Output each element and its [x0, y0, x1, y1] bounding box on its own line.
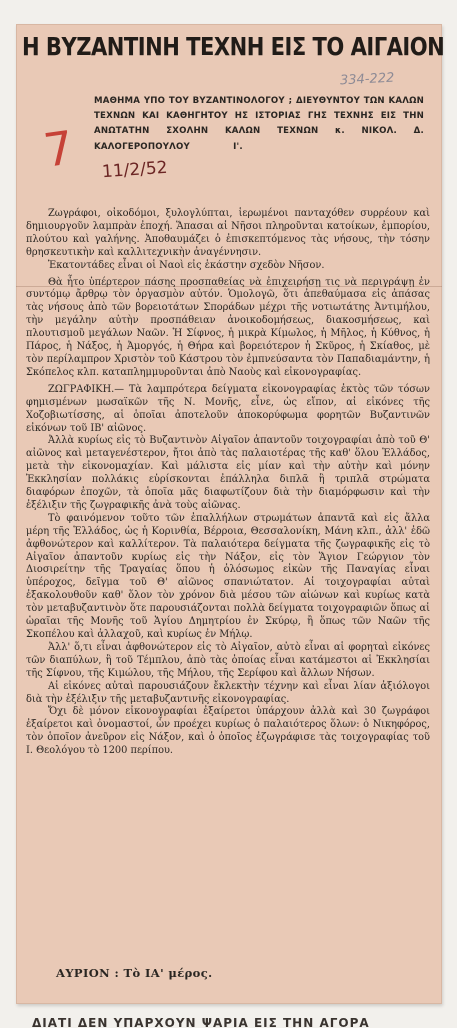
paragraph: Θὰ ἦτο ὑπέρτερον πάσης προσπαθείας νὰ ἐπιχειρήσῃ τις νὰ περιγράψῃ ἐν συντόμῳ ἄρθρῳ τὸν ὀργασμὸν αὐτόν. Ὁμολογῶ, ὅτι ἀπεθαύμασα εἰς ἁπάσας τὰς νήσους ἀπὸ τῶν βορειοτάτων Σποράδων μέχρι τῆς νοτιωτάτης Ἀντιμήλου, τὴν μεγάλην αὐτὴν προσπάθειαν ἀνοικοδομήσεως, διακοσμήσεως, καὶ πλουτισμοῦ μεγάλων Ναῶν. Ἡ Σίφνος, ἡ μικρὰ Κίμωλος, ἡ Μῆλος, ἡ Κύθνος, ἡ Πάρος, ἡ Νάξος, ἡ Ἀμοργός, ἡ Θήρα καὶ βορειότερον ἡ Σκῦρος, ἡ Σκίαθος, μὲ τὸν περίλαμπρον Χριστὸν τοῦ Κάστρου τὸν ἐμπνεύσαντα τὸν Παπαδιαμάντην, ἡ Σκόπελος κλπ. καταπλημμυροῦνται ἀπὸ Ναοὺς καὶ εἰκονογραφίας.	[26, 276, 430, 378]
paragraph: Ἑκατοντάδες εἶναι οἱ Ναοὶ εἰς ἑκάστην σχεδὸν Νῆσον.	[48, 259, 325, 271]
paragraph: Ζωγράφοι, οἰκοδόμοι, ξυλογλύπται, ἱερωμένοι πανταχόθεν συρρέουν καὶ δημιουργοῦν λαμπρὰν ἐποχή. Ἅπασαι αἱ Νῆσοι πληροῦνται κατοίκων, ἐμπορίου, πλούτου καὶ γαλήνης. Ἀποθαυμάζει ὁ ἐπισκεπτόμενος τὰς νήσους, τὴν τόσην θρησκευτικὴν καὶ καλλιτεχνικὴν ἀναγέννησιν.	[26, 208, 430, 258]
paragraph: Ὄχι δὲ μόνον εἰκονογραφίαι ἐξαίρετοι ὑπάρχουν ἀλλὰ καὶ 30 ζωγράφοι ἐξαίρετοι καὶ ὀνομαστοί, ὧν προέχει κυρίως ὁ παλαιότερος ὅλων: ὁ Νικηφόρος, τὸν ὁποῖον ἀνεῦρον εἰς Νάξον, καὶ ὁ ὁποῖος ἐζωγράφισε τὰς τοιχογραφίας τοῦ Ι. Θεολόγου τὸ 1200 περίπου.	[26, 706, 430, 757]
paragraph: Αἱ εἰκόνες αὐταὶ παρουσιάζουν ἔκλεκτὴν τέχνην καὶ εἶναι λίαν ἀξιόλογοι διὰ τὴν ἐξέλιξιν τῆς μεταβυζαντινῆς εἰκονογραφίας.	[26, 680, 430, 705]
headline: Η ΒΥΖΑΝΤΙΝΗ ΤΕΧΝΗ ΕΙΣ ΤΟ ΑΙΓΑΙΟΝ	[22, 32, 445, 61]
subhead	[94, 94, 424, 155]
next-part-notice: ΑΥΡΙΟΝ : Τὸ ΙΑ' μέρος.	[56, 966, 213, 980]
paragraph: Ἀλλ' ὅ,τι εἶναι ἀφθονώτερον εἰς τὸ Αἰγαῖον, αὐτὸ εἶναι αἱ φορηταὶ εἰκόνες τῶν διαπύλων, ἢ τοῦ Τέμπλου, ἀπὸ τὰς ὁποίας εἶναι κατάμεστοι αἱ Ἐκκλησίαι τῆς Σίφνου, τῆς Κιμώλου, τῆς Μήλου, τῆς Σερίφου καὶ ἄλλων Νήσων.	[26, 641, 430, 679]
paragraph-section-zografiki: ΖΩΓΡΑΦΙΚΗ.— Τὰ λαμπρότερα δείγματα εἰκονογραφίας ἐκτὸς τῶν τόσων φημισμένων μωσαϊκῶν τῆς Ν. Μονῆς, εἶνε, ὡς εἴπον, αἱ εἰκόνες τῆς Χοζοβιωτίσσης, αἱ ὁποῖαι ἀποτελοῦν ἀποκορύφωμα φορητῶν Βυζαντινῶν εἰκόνων τοῦ ΙΒ' αἰῶνος.	[26, 383, 430, 434]
cut-off-headline: ΔΙΑΤΙ ΔΕΝ ΥΠΑΡΧΟΥΝ ΨΑΡΙΑ ΕΙΣ ΤΗΝ ΑΓΟΡΑ	[32, 1016, 370, 1028]
newspaper-clipping	[16, 24, 445, 1028]
handwritten-mark: 7	[40, 120, 77, 178]
paragraph: Ἀλλὰ κυρίως εἰς τὸ Βυζαντινὸν Αἰγαῖον ἀπαντοῦν τοιχογραφίαι ἀπὸ τοῦ Θ' αἰῶνος καὶ μεταγενέστερον, ἤτοι ἀπὸ τὰς παλαιοτέρας τῆς καθ' ὅλου Ἑλλάδος, μετὰ τὴν εἰκονομαχίαν. Καὶ μάλιστα εἰς μίαν καὶ τὴν αὐτὴν καὶ μόνην Ἐκκλησίαν πολλάκις εὑρίσκονται ἐπάλληλα διπλᾶ ἢ τριπλᾶ στρώματα διαφόρων ἐποχῶν, τὰ ὁποῖα μᾶς διαφωτίζουν διὰ τὴν διαμόρφωσιν καὶ τὴν ἐξέλιξιν τῆς ζωγραφικῆς ἀνὰ τοὺς αἰῶνας.	[26, 435, 430, 511]
article-body	[26, 208, 430, 758]
part-number: Ι'.	[233, 141, 243, 152]
subhead-text: ΜΑΘΗΜΑ ΥΠΟ ΤΟΥ ΒΥΖΑΝΤΙΝΟΛΟΓΟΥ ; ΔΙΕΥΘΥΝΤΟΥ ΤΩΝ ΚΑΛΩΝ ΤΕΧΝΩΝ ΚΑΙ ΚΑΘΗΓΗΤΟΥ ΗΣ ΙΣΤΟΡΙΑΣ ΓΗΣ ΤΕΧΝΗΣ ΕΙΣ ΤΗΝ ΑΝΩΤΑΤΗΝ ΣΧΟΛΗΝ ΚΑΛΩΝ ΤΕΧΝΩΝ κ. ΝΙΚΟΛ. Δ. ΚΑΛΟΓΕΡΟΠΟΥΛΟΥ	[94, 96, 424, 152]
paragraph: Τὸ φαινόμενον τοῦτο τῶν ἐπαλλήλων στρωμάτων ἀπαντᾶ καὶ εἰς ἄλλα μέρη τῆς Ἑλλάδος, ὡς ἡ Κορινθία, Βέρροια, Θεσσαλονίκη, Μάνη κλπ., ἀλλ' ἐδῶ ἀφθονώτερον καὶ καλλίτερον. Τὰ παλαιότερα δείγματα τῆς ζωγραφικῆς εἰς τὸ Αἰγαῖον ἀπαντοῦν κυρίως εἰς τὴν Νάξον, εἰς τὸν Ἅγιον Γεώργιον τὸν Διοσιρείτην τῆς Τραγαίας ὅπου ἡ ὁλόσωμος εἰκὼν τῆς Παναγίας εἶναι ὑπέροχος, δεῖγμα τοῦ Θ' αἰῶνος σπανιώτατον. Αἱ τοιχογραφίαι αὐταὶ ἐξακολουθοῦν καθ' ὅλον τὸν χρόνον διὰ μέσου τῶν αἰώνων καὶ κυρίως κατὰ τὸν μεταβυζαντινὸν ὅτε παρουσιάζονται πολλὰ δείγματα τοιχογραφιῶν ὅπως αἱ ὡραῖαι τῆς Μονῆς τοῦ Ἁγίου Δημητρίου ἐν Σκύρῳ, ἢ ὅπως τῶν Ναῶν τῆς Σκοπέλου καὶ ἀλλαχοῦ, καὶ κυρίως ἐν Μήλῳ.	[26, 512, 430, 640]
handwritten-date: 11/2/52	[101, 157, 169, 183]
archive-number: 334-222	[339, 70, 395, 89]
